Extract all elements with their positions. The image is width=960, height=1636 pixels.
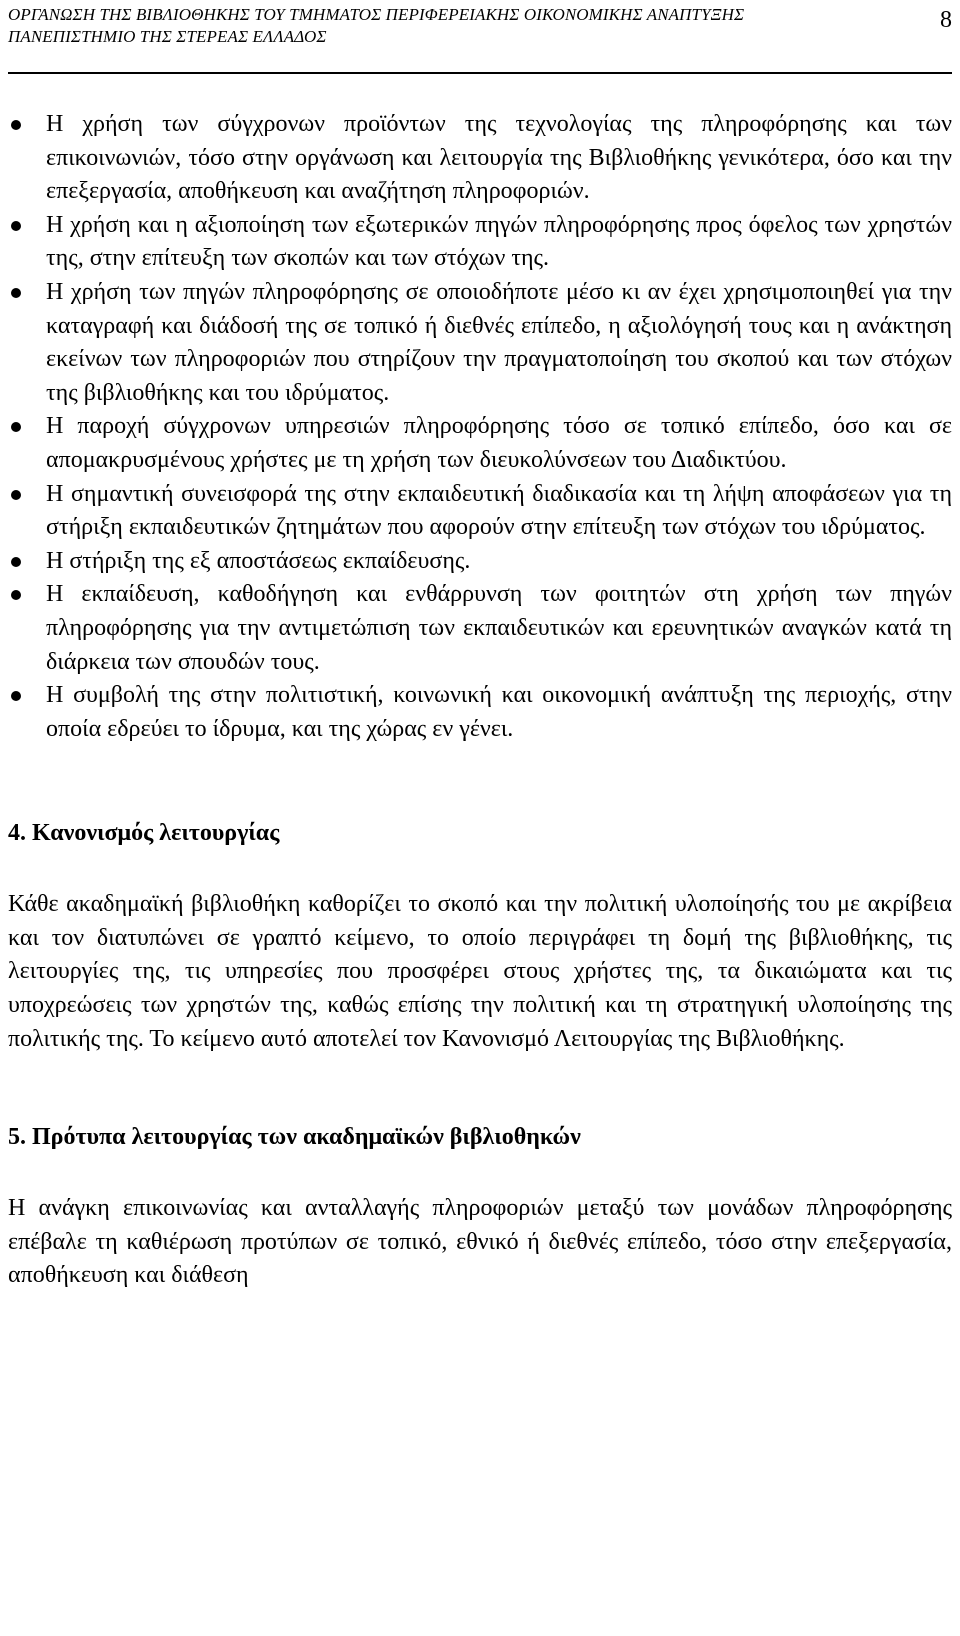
list-item-text: Η συμβολή της στην πολιτιστική, κοινωνική και οικονομική ανάπτυξη της περιοχής, στην οποία εδρεύει το ίδρυμα, και της χώρας εν γένει.: [46, 682, 952, 742]
list-item: [8, 108, 952, 209]
bullet-icon: [11, 557, 21, 567]
list-item: [8, 209, 952, 276]
list-item-text: Η χρήση των πηγών πληροφόρησης σε οποιοδήποτε μέσο κι αν έχει χρησιμοποιηθεί για την καταγραφή και διάδοσή της σε τοπικό ή διεθνές επίπεδο, η αξιολόγησή τους και η ανάκτηση εκείνων των πληροφοριών που στηρίζουν την πραγματοποίηση του σκοπού και των στόχων της βιβλιοθήκης και του ιδρύματος.: [46, 278, 952, 406]
running-header: [8, 0, 952, 74]
bullet-icon: [11, 490, 21, 500]
list-item: [8, 545, 952, 579]
list-item-text: Η χρήση των σύγχρονων προϊόντων της τεχνολογίας της πληροφόρησης και των επικοινωνιών, τόσο στην οργάνωση και λειτουργία της Βιβλιοθήκης γενικότερα, όσο και την επεξεργασία, αποθήκευση και αναζήτηση πληροφοριών.: [46, 111, 952, 205]
header-line-university: ΠΑΝΕΠΙΣΤΗΜΙΟ ΤΗΣ ΣΤΕΡΕΑΣ ΕΛΛΑΔΟΣ: [8, 27, 327, 46]
bullet-list: [8, 108, 952, 746]
document-page: [8, 0, 952, 1293]
section-heading-regulation: 4. Κανονισμός λειτουργίας: [8, 820, 280, 847]
bullet-icon: [11, 422, 21, 432]
list-item: [8, 578, 952, 679]
list-item: [8, 679, 952, 746]
header-line-organization: ΟΡΓΑΝΩΣΗ ΤΗΣ ΒΙΒΛΙΟΘΗΚΗΣ ΤΟΥ ΤΜΗΜΑΤΟΣ ΠΕΡΙΦΕΡΕΙΑΚΗΣ ΟΙΚΟΝΟΜΙΚΗΣ ΑΝΑΠΤΥΞΗΣ: [8, 5, 745, 24]
page-number: 8: [940, 7, 952, 33]
section-paragraph-standards: Η ανάγκη επικοινωνίας και ανταλλαγής πληροφοριών μεταξύ των μονάδων πληροφόρησης επέβαλε τη καθιέρωση προτύπων σε τοπικό, εθνικό ή διεθνές επίπεδο, τόσο στην επεξεργασία, αποθήκευση και διάθεση: [8, 1195, 952, 1289]
list-item-text: Η παροχή σύγχρονων υπηρεσιών πληροφόρησης τόσο σε τοπικό επίπεδο, όσο και σε απομακρυσμένους χρήστες με τη χρήση των διευκολύνσεων του Διαδικτύου.: [46, 413, 952, 473]
section-paragraph-regulation: Κάθε ακαδημαϊκή βιβλιοθήκη καθορίζει το σκοπό και την πολιτική υλοποίησής του με ακρίβεια και τον διατυπώνει σε γραπτό κείμενο, το οποίο περιγράφει τη δομή της βιβλιοθήκης, τις λειτουργίες της, τις υπηρεσίες που προσφέρει στους χρήστες της, τα δικαιώματα και τις υποχρεώσεις των χρηστών της, καθώς επίσης την πολιτική και τη στρατηγική υλοποίησης της πολιτικής της. Το κείμενο αυτό αποτελεί τον Κανονισμό Λειτουργίας της Βιβλιοθήκης.: [8, 891, 952, 1052]
list-item: [8, 276, 952, 410]
list-item: [8, 478, 952, 545]
list-item-text: Η χρήση και η αξιοποίηση των εξωτερικών πηγών πληροφόρησης προς όφελος των χρηστών της, στην επίτευξη των σκοπών και των στόχων της.: [46, 211, 952, 272]
list-item-text: Η εκπαίδευση, καθοδήγηση και ενθάρρυνση των φοιτητών στη χρήση των πηγών πληροφόρησης για την αντιμετώπιση των εκπαιδευτικών και ερευνητικών αναγκών κατά τη διάρκεια των σπουδών τους.: [46, 581, 952, 675]
bullet-icon: [11, 288, 21, 298]
list-item-text: Η στήριξη της εξ αποστάσεως εκπαίδευσης.: [46, 547, 471, 574]
header-title-block: [8, 4, 744, 48]
list-item: [8, 410, 952, 477]
bullet-icon: [11, 120, 21, 130]
bullet-icon: [11, 590, 21, 600]
section-heading-standards: 5. Πρότυπα λειτουργίας των ακαδημαϊκών βιβλιοθηκών: [8, 1124, 581, 1151]
bullet-icon: [11, 221, 21, 231]
list-item-text: Η σημαντική συνεισφορά της στην εκπαιδευτική διαδικασία και τη λήψη αποφάσεων για τη στήριξη εκπαιδευτικών ζητημάτων που αφορούν στην επίτευξη των στόχων του ιδρύματος.: [46, 480, 952, 541]
bullet-icon: [11, 691, 21, 701]
